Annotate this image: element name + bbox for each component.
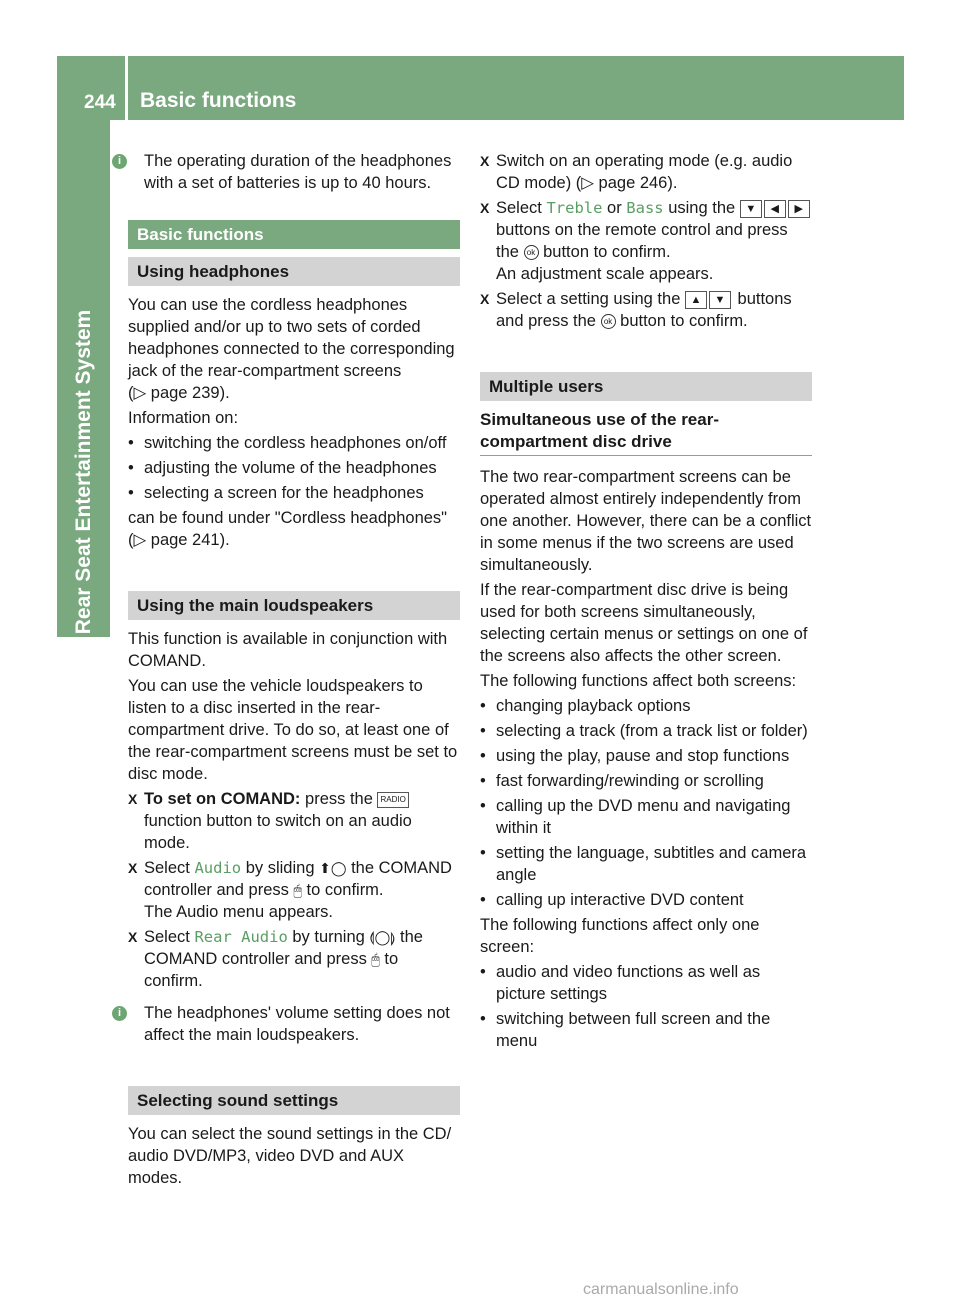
info-icon: i bbox=[112, 154, 127, 169]
page-number: 244 bbox=[84, 92, 116, 113]
list-item: • changing playback options bbox=[480, 695, 812, 717]
menu-item-code: Rear Audio bbox=[194, 928, 288, 946]
result-text: An adjustment scale appears. bbox=[496, 265, 714, 283]
step-list bbox=[480, 150, 812, 332]
list-item: • fast forwarding/rewinding or scrolling bbox=[480, 770, 812, 792]
paragraph: The two rear-compartment screens can be operated almost entirely independently from one another. However, there can be a conflict in some menus if the two screens are used simultaneously. bbox=[480, 468, 812, 574]
header-divider bbox=[125, 56, 128, 122]
paragraph: You can use the vehicle loudspeakers to listen to a disc inserted in the rear-compartment drive. To do so, at least one of the rear-compartment screens must be set to disc mode. bbox=[128, 677, 458, 783]
step-item: X Select a setting using the ▲ ▼ buttons and press the ok button to confirm. bbox=[480, 288, 812, 332]
result-text: The Audio menu appears. bbox=[144, 903, 333, 921]
step-item: X Select Treble or Bass using the ▼ ◀ ▶ buttons on the remote control and press the ok button to confirm. An adjustment scale appears. bbox=[480, 197, 812, 285]
right-column bbox=[480, 150, 812, 1055]
subsection-heading: Using the main loudspeakers bbox=[128, 591, 460, 620]
controller-press-icon: 🖱 bbox=[371, 951, 380, 967]
left-column bbox=[117, 150, 460, 1192]
list-item: • calling up interactive DVD content bbox=[480, 889, 812, 911]
subsection-heading: Multiple users bbox=[480, 372, 812, 401]
bullet-list bbox=[480, 695, 812, 911]
ok-button-icon: ok bbox=[601, 314, 616, 329]
paragraph: This function is available in conjunction with COMAND. bbox=[128, 630, 448, 670]
paragraph: You can use the cordless headphones supplied and/or up to two sets of corded headphones connected to the corresponding jack of the rear-compartment screens (▷ page 239). bbox=[128, 296, 455, 402]
info-icon: i bbox=[112, 1006, 127, 1021]
controller-press-icon: 🖱 bbox=[293, 882, 302, 898]
bullet-list bbox=[480, 961, 812, 1052]
paragraph: The following functions affect both screens: bbox=[480, 672, 797, 690]
step-item: X Select Rear Audio by turning ⟬◯⟭ the COMAND controller and press 🖱 to confirm. bbox=[128, 926, 460, 992]
paragraph: can be found under "Cordless headphones" (▷ page 241). bbox=[128, 509, 448, 549]
down-key-icon: ▼ bbox=[709, 291, 731, 309]
list-item: • selecting a screen for the headphones bbox=[128, 482, 460, 504]
step-list bbox=[128, 788, 460, 992]
step-item: X Switch on an operating mode (e.g. audio CD mode) (▷ page 246). bbox=[480, 150, 812, 194]
note-text: The headphones' volume setting does not affect the main loudspeakers. bbox=[144, 1004, 450, 1044]
paragraph: Information on: bbox=[128, 409, 239, 427]
watermark: carmanualsonline.info bbox=[583, 1281, 739, 1298]
chapter-side-label: Rear Seat Entertainment System bbox=[72, 309, 95, 635]
list-item: • calling up the DVD menu and navigating within it bbox=[480, 795, 812, 839]
menu-item-code: Bass bbox=[626, 199, 664, 217]
left-key-icon: ◀ bbox=[764, 200, 786, 218]
bullet-list bbox=[128, 432, 460, 504]
list-item: • adjusting the volume of the headphones bbox=[128, 457, 460, 479]
step-item: X To set on COMAND: press the RADIO function button to switch on an audio mode. bbox=[128, 788, 460, 854]
paragraph: You can select the sound settings in the CD/ audio DVD/MP3, video DVD and AUX modes. bbox=[128, 1125, 452, 1187]
section-heading: Basic functions bbox=[128, 220, 460, 249]
list-item: • switching the cordless headphones on/off bbox=[128, 432, 460, 454]
menu-item-code: Treble bbox=[546, 199, 603, 217]
down-key-icon: ▼ bbox=[740, 200, 762, 218]
list-item: • selecting a track (from a track list or folder) bbox=[480, 720, 812, 742]
paragraph: The following functions affect only one screen: bbox=[480, 916, 760, 956]
radio-button-icon: RADIO bbox=[377, 792, 408, 808]
list-item: • audio and video functions as well as picture settings bbox=[480, 961, 812, 1005]
menu-item-code: Audio bbox=[194, 859, 242, 877]
right-key-icon: ▶ bbox=[788, 200, 810, 218]
controller-turn-icon: ⟬◯⟭ bbox=[369, 929, 396, 945]
paragraph: If the rear-compartment disc drive is being used for both screens simultaneously, selecting certain menus or settings on one of the screens also affects the other screen. bbox=[480, 581, 808, 665]
subheading: Simultaneous use of the rear-compartment disc drive bbox=[480, 409, 812, 456]
controller-slide-icon: ⬆◯ bbox=[319, 860, 347, 876]
info-note bbox=[117, 1002, 460, 1046]
info-note bbox=[117, 150, 460, 194]
step-item: X Select Audio by sliding ⬆◯ the COMAND controller and press 🖱 to confirm. The Audio menu appears. bbox=[128, 857, 460, 923]
ok-button-icon: ok bbox=[524, 245, 539, 260]
subsection-heading: Using headphones bbox=[128, 257, 460, 286]
header-title: Basic functions bbox=[140, 89, 297, 112]
note-text: The operating duration of the headphones with a set of batteries is up to 40 hours. bbox=[144, 152, 452, 192]
up-key-icon: ▲ bbox=[685, 291, 707, 309]
list-item: • setting the language, subtitles and camera angle bbox=[480, 842, 812, 886]
subsection-heading: Selecting sound settings bbox=[128, 1086, 460, 1115]
list-item: • switching between full screen and the menu bbox=[480, 1008, 812, 1052]
list-item: • using the play, pause and stop functions bbox=[480, 745, 812, 767]
